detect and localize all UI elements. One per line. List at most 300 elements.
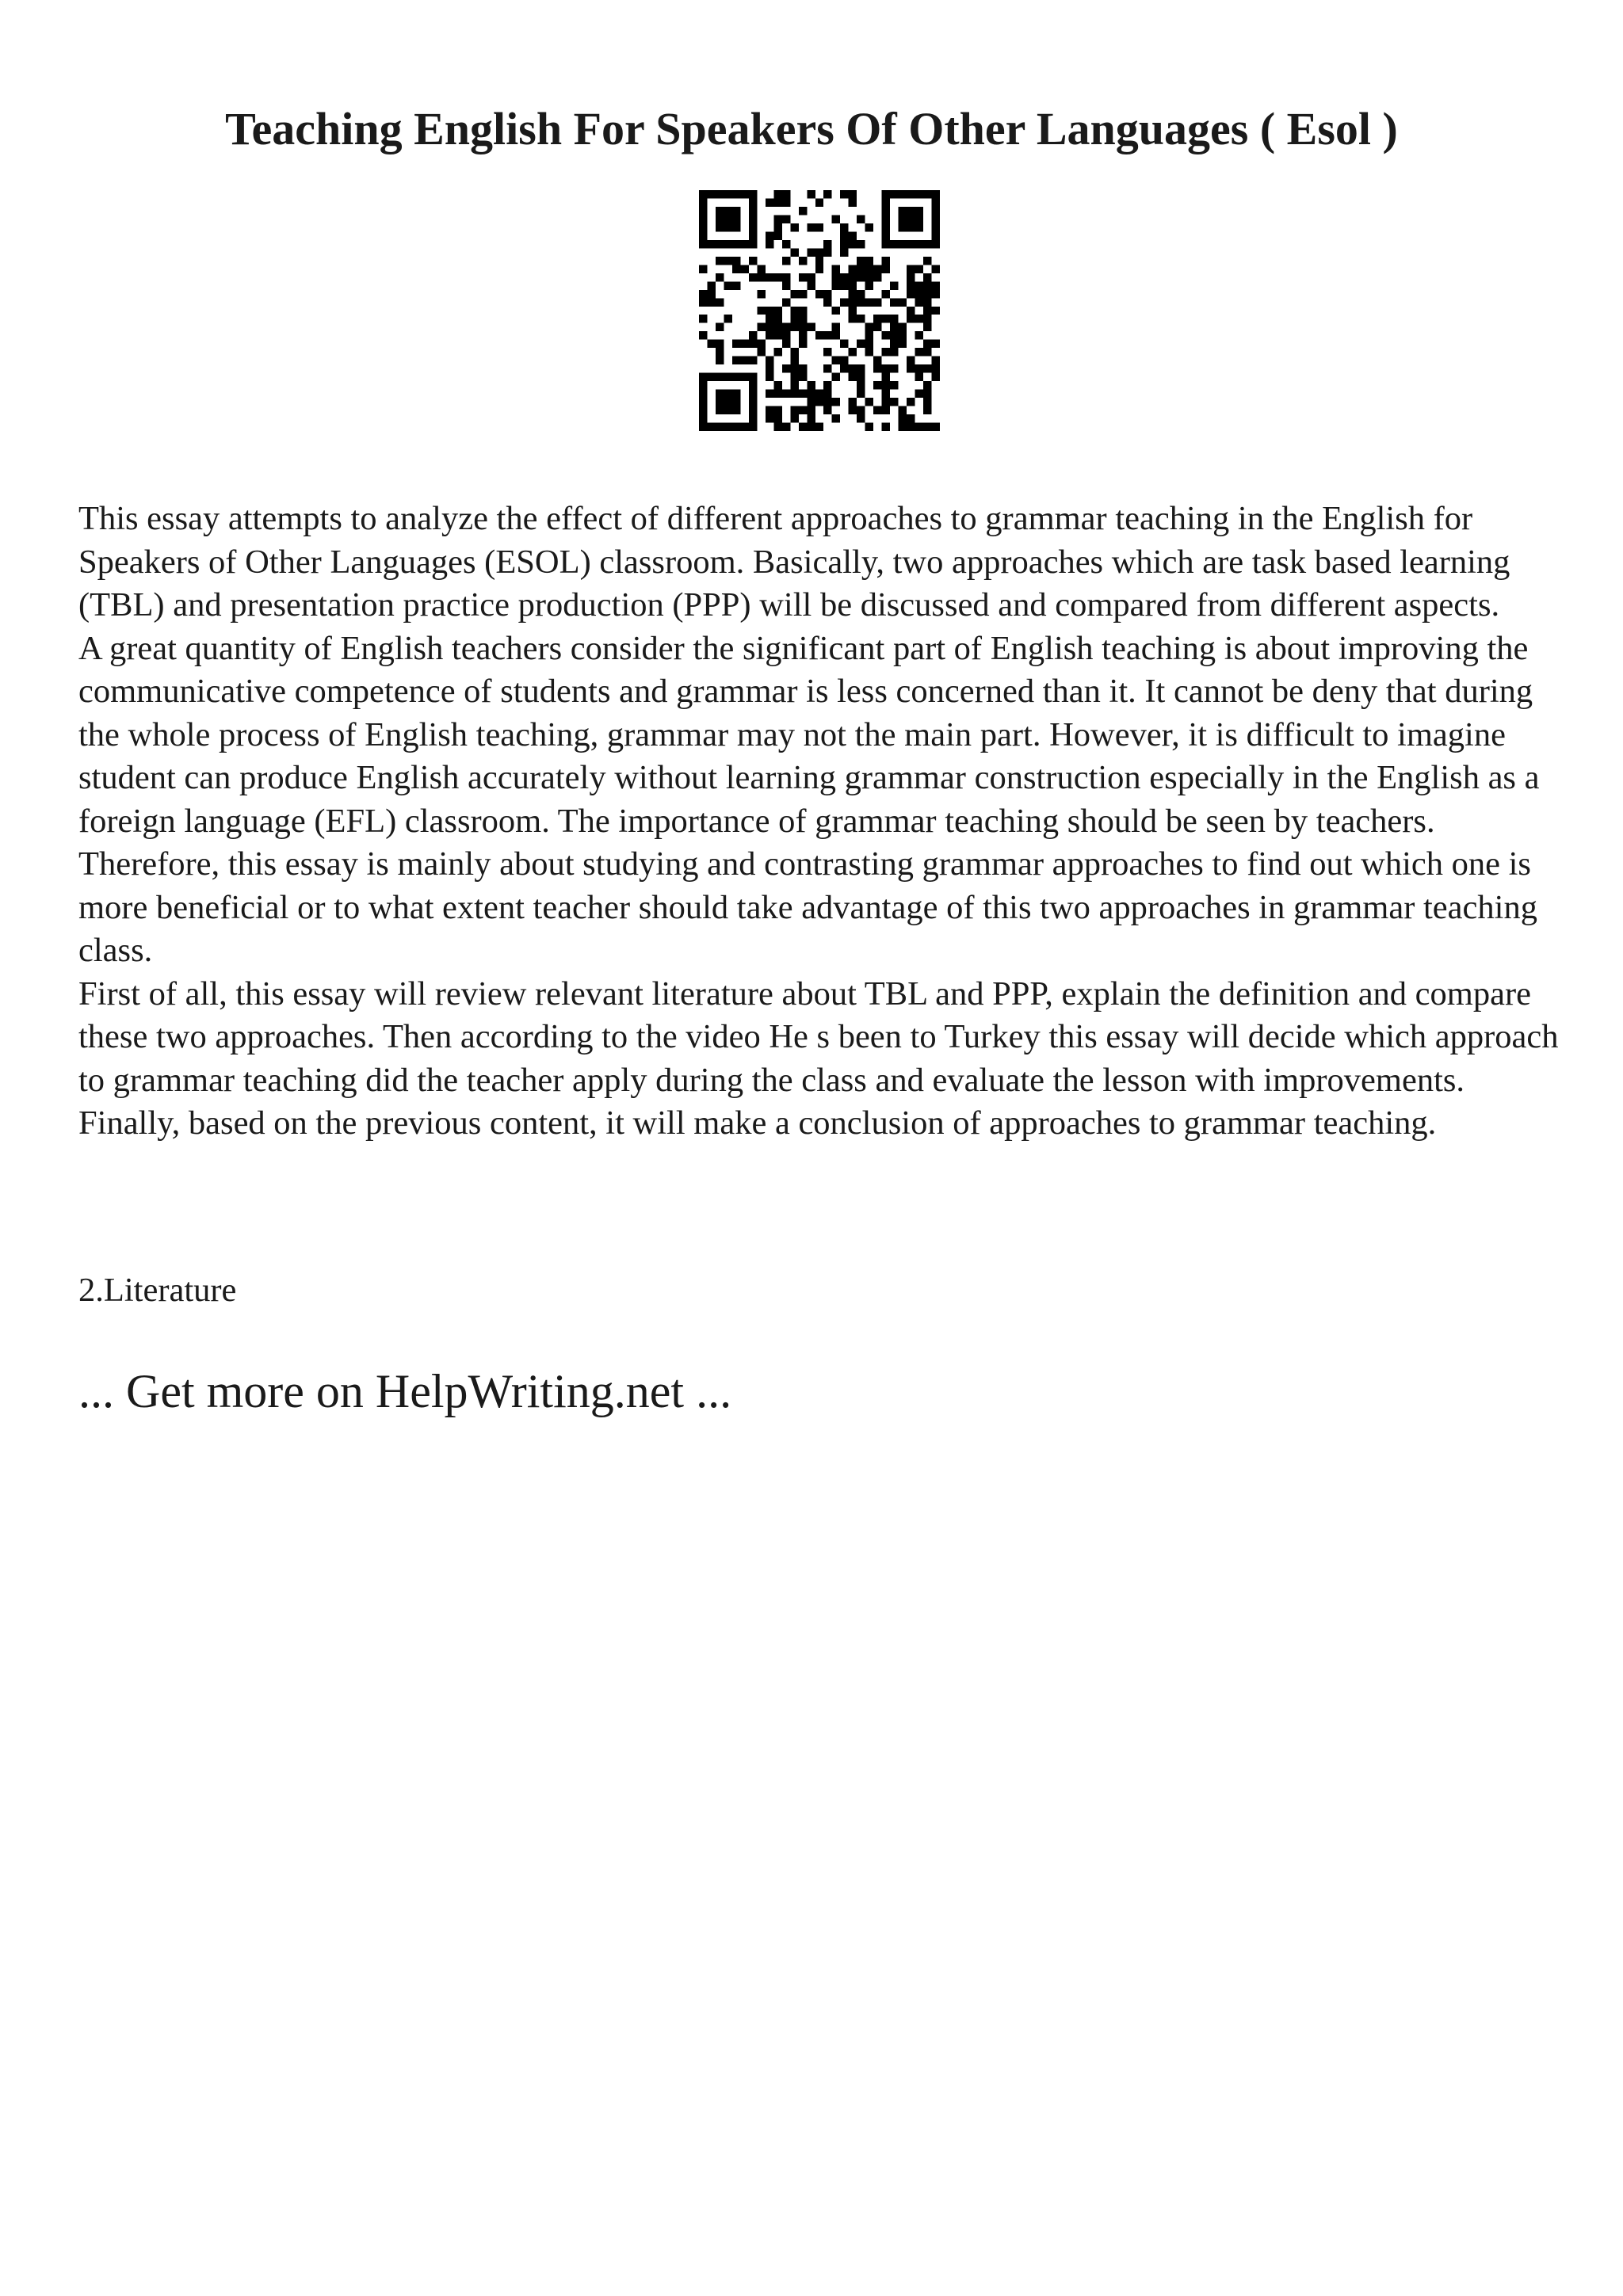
qr-module: [724, 423, 731, 431]
qr-module: [699, 373, 707, 381]
qr-module: [790, 307, 798, 315]
qr-module: [932, 190, 940, 198]
qr-module: [773, 190, 781, 198]
qr-module: [716, 406, 724, 414]
qr-module: [732, 207, 740, 215]
qr-module: [749, 406, 757, 414]
qr-module: [766, 231, 773, 239]
qr-module: [823, 331, 831, 339]
qr-module: [882, 406, 890, 414]
qr-module: [749, 223, 757, 231]
qr-module: [740, 265, 748, 273]
qr-module: [757, 307, 765, 315]
qr-module: [790, 315, 798, 322]
qr-module: [699, 290, 707, 298]
qr-module: [849, 298, 857, 306]
qr-module: [915, 348, 923, 356]
qr-module: [740, 373, 748, 381]
qr-module: [882, 257, 890, 265]
qr-module: [890, 190, 898, 198]
qr-module: [865, 423, 873, 431]
qr-module: [782, 340, 790, 348]
qr-module: [873, 364, 881, 372]
qr-module: [766, 357, 773, 364]
qr-module: [790, 223, 798, 231]
qr-module: [857, 364, 865, 372]
qr-module: [840, 298, 848, 306]
qr-module: [732, 240, 740, 248]
qr-module: [873, 298, 881, 306]
qr-module: [823, 390, 831, 398]
qr-module: [907, 223, 915, 231]
qr-module: [899, 298, 907, 306]
qr-module: [766, 364, 773, 372]
qr-module: [699, 423, 707, 431]
qr-module: [699, 198, 707, 206]
qr-module: [932, 215, 940, 223]
qr-module: [840, 223, 848, 231]
qr-module: [907, 240, 915, 248]
qr-module: [899, 323, 907, 331]
qr-module: [716, 273, 724, 281]
qr-module: [865, 331, 873, 339]
qr-module: [773, 381, 781, 389]
qr-module: [707, 373, 715, 381]
qr-module: [907, 281, 915, 289]
qr-module: [790, 248, 798, 256]
qr-module: [840, 240, 848, 248]
qr-module: [923, 190, 931, 198]
qr-module: [732, 390, 740, 398]
qr-module: [840, 340, 848, 348]
qr-module: [915, 331, 923, 339]
qr-module: [823, 406, 831, 414]
qr-module: [840, 364, 848, 372]
qr-module: [707, 298, 715, 306]
qr-module: [807, 423, 815, 431]
qr-module: [932, 198, 940, 206]
qr-module: [724, 390, 731, 398]
qr-module: [882, 423, 890, 431]
qr-module: [823, 248, 831, 256]
qr-module: [915, 315, 923, 322]
qr-module: [923, 315, 931, 322]
qr-module: [873, 357, 881, 364]
qr-module: [932, 307, 940, 315]
qr-module: [857, 290, 865, 298]
qr-module: [799, 364, 807, 372]
qr-module: [823, 348, 831, 356]
qr-module: [790, 290, 798, 298]
qr-module: [849, 406, 857, 414]
qr-module: [757, 340, 765, 348]
qr-module: [807, 190, 815, 198]
qr-module: [915, 390, 923, 398]
qr-module: [815, 331, 823, 339]
get-more-link[interactable]: ... Get more on HelpWriting.net ...: [78, 1365, 732, 1417]
qr-module: [732, 406, 740, 414]
qr-module: [857, 406, 865, 414]
qr-module: [832, 215, 840, 223]
qr-module: [857, 373, 865, 381]
qr-module: [923, 281, 931, 289]
qr-module: [882, 331, 890, 339]
qr-module: [882, 381, 890, 389]
qr-module: [907, 398, 915, 406]
qr-module: [932, 207, 940, 215]
qr-module: [923, 257, 931, 265]
qr-module: [740, 357, 748, 364]
qr-module: [815, 398, 823, 406]
qr-module: [907, 215, 915, 223]
qr-module: [799, 315, 807, 322]
qr-module: [882, 223, 890, 231]
qr-module: [915, 373, 923, 381]
qr-module: [849, 190, 857, 198]
qr-module: [899, 406, 907, 414]
qr-module: [857, 215, 865, 223]
qr-module: [915, 265, 923, 273]
qr-module: [724, 207, 731, 215]
qr-module: [923, 298, 931, 306]
qr-module: [807, 223, 815, 231]
qr-module: [732, 257, 740, 265]
qr-module: [732, 398, 740, 406]
qr-module: [749, 340, 757, 348]
qr-module: [923, 290, 931, 298]
qr-module: [757, 323, 765, 331]
qr-module: [815, 390, 823, 398]
qr-module: [782, 281, 790, 289]
qr-module: [799, 406, 807, 414]
qr-module: [849, 231, 857, 239]
qr-module: [732, 357, 740, 364]
qr-module: [823, 240, 831, 248]
qr-module: [699, 414, 707, 422]
qr-module: [832, 398, 840, 406]
qr-module: [766, 414, 773, 422]
qr-module: [807, 381, 815, 389]
qr-module: [882, 390, 890, 398]
qr-module: [773, 423, 781, 431]
qr-module: [757, 273, 765, 281]
qr-module: [882, 373, 890, 381]
qr-module: [707, 190, 715, 198]
qr-module: [749, 331, 757, 339]
qr-module: [915, 215, 923, 223]
qr-module: [766, 315, 773, 322]
qr-module: [799, 257, 807, 265]
qr-module: [766, 307, 773, 315]
qr-module: [740, 340, 748, 348]
qr-module: [807, 390, 815, 398]
qr-module: [849, 273, 857, 281]
qr-module: [716, 398, 724, 406]
qr-module: [699, 406, 707, 414]
qr-module: [782, 298, 790, 306]
qr-module: [923, 364, 931, 372]
qr-module: [716, 323, 724, 331]
qr-module: [699, 331, 707, 339]
qr-module: [915, 281, 923, 289]
qr-module: [832, 307, 840, 315]
qr-module: [773, 231, 781, 239]
qr-module: [749, 215, 757, 223]
qr-module: [790, 406, 798, 414]
qr-module: [907, 273, 915, 281]
qr-module: [890, 398, 898, 406]
qr-module: [782, 190, 790, 198]
qr-module: [915, 423, 923, 431]
qr-module: [832, 273, 840, 281]
qr-module: [849, 290, 857, 298]
qr-module: [857, 273, 865, 281]
qr-module: [766, 323, 773, 331]
qr-module: [807, 323, 815, 331]
qr-module: [815, 257, 823, 265]
qr-module: [773, 307, 781, 315]
qr-module: [749, 190, 757, 198]
qr-module: [749, 414, 757, 422]
qr-module: [865, 257, 873, 265]
qr-code-icon: [699, 190, 940, 431]
qr-module: [766, 198, 773, 206]
qr-module: [707, 240, 715, 248]
qr-module: [790, 357, 798, 364]
qr-module: [732, 373, 740, 381]
qr-module: [707, 423, 715, 431]
qr-module: [757, 348, 765, 356]
qr-module: [790, 381, 798, 389]
qr-module: [907, 307, 915, 315]
qr-module: [899, 223, 907, 231]
qr-module: [823, 381, 831, 389]
qr-module: [716, 373, 724, 381]
qr-module: [699, 265, 707, 273]
qr-module: [923, 340, 931, 348]
qr-module: [873, 381, 881, 389]
qr-module: [915, 298, 923, 306]
qr-module: [815, 423, 823, 431]
qr-module: [882, 215, 890, 223]
qr-module: [724, 257, 731, 265]
qr-module: [749, 373, 757, 381]
qr-module: [932, 340, 940, 348]
qr-module: [823, 364, 831, 372]
qr-module: [890, 348, 898, 356]
qr-module: [890, 240, 898, 248]
qr-module: [699, 298, 707, 306]
qr-module: [716, 357, 724, 364]
qr-module: [857, 390, 865, 398]
qr-module: [849, 265, 857, 273]
qr-module: [865, 298, 873, 306]
qr-module: [865, 348, 873, 356]
qr-module: [815, 248, 823, 256]
qr-module: [749, 257, 757, 265]
qr-module: [890, 281, 898, 289]
qr-module: [773, 198, 781, 206]
qr-module: [865, 223, 873, 231]
qr-module: [932, 231, 940, 239]
qr-module: [882, 190, 890, 198]
qr-module: [799, 390, 807, 398]
qr-module: [766, 331, 773, 339]
qr-module: [890, 298, 898, 306]
qr-module: [782, 331, 790, 339]
qr-module: [890, 331, 898, 339]
qr-module: [890, 315, 898, 322]
qr-module: [749, 273, 757, 281]
qr-module: [716, 340, 724, 348]
qr-module: [716, 240, 724, 248]
qr-module: [932, 265, 940, 273]
qr-module: [857, 240, 865, 248]
qr-module: [923, 240, 931, 248]
qr-module: [865, 398, 873, 406]
qr-module: [890, 340, 898, 348]
qr-module: [882, 364, 890, 372]
qr-module: [849, 240, 857, 248]
qr-module: [724, 315, 731, 322]
qr-module: [907, 265, 915, 273]
qr-module: [873, 265, 881, 273]
qr-module: [749, 231, 757, 239]
qr-module: [907, 357, 915, 364]
qr-module: [740, 190, 748, 198]
qr-module: [782, 240, 790, 248]
qr-module: [724, 406, 731, 414]
qr-module: [773, 273, 781, 281]
qr-module: [773, 323, 781, 331]
qr-module: [832, 357, 840, 364]
qr-module: [699, 390, 707, 398]
qr-module: [882, 240, 890, 248]
qr-module: [923, 398, 931, 406]
qr-module: [849, 364, 857, 372]
qr-module: [773, 315, 781, 322]
paragraph-intro: This essay attempts to analyze the effect of different approaches to grammar teaching in the English for Speakers of Other Languages (ESOL) classroom. Basically, two approaches which are task based learning (TBL) and presentation practice production (PPP) will be discussed and compared from different aspects.: [78, 500, 1510, 624]
qr-module: [699, 207, 707, 215]
qr-module: [716, 298, 724, 306]
qr-module: [823, 398, 831, 406]
qr-module: [749, 390, 757, 398]
paragraph-outline: First of all, this essay will review relevant literature about TBL and PPP, explain the definition and compare these two approaches. Then according to the video He s been to Turkey this essay will decide which approach to grammar teaching did the teacher apply during the class and evaluate the lesson with improvements. Finally, based on the previous content, it will make a conclusion of approaches to grammar teaching.: [78, 974, 1559, 1142]
qr-module: [782, 423, 790, 431]
qr-module: [757, 265, 765, 273]
qr-module: [923, 307, 931, 315]
qr-module: [749, 398, 757, 406]
qr-module: [724, 223, 731, 231]
qr-module: [699, 190, 707, 198]
qr-module: [840, 357, 848, 364]
qr-module: [732, 281, 740, 289]
qr-module: [890, 381, 898, 389]
qr-module: [849, 198, 857, 206]
qr-module: [840, 281, 848, 289]
qr-module: [849, 307, 857, 315]
qr-module: [716, 190, 724, 198]
qr-module: [857, 340, 865, 348]
qr-module: [923, 323, 931, 331]
qr-module: [790, 364, 798, 372]
qr-module: [907, 315, 915, 322]
qr-module: [732, 190, 740, 198]
qr-module: [773, 390, 781, 398]
qr-module: [766, 273, 773, 281]
qr-module: [724, 281, 731, 289]
qr-module: [749, 198, 757, 206]
qr-module: [766, 406, 773, 414]
qr-module: [857, 381, 865, 389]
qr-module: [716, 348, 724, 356]
qr-module: [840, 273, 848, 281]
qr-module: [799, 323, 807, 331]
qr-module: [932, 223, 940, 231]
qr-module: [923, 390, 931, 398]
qr-module: [857, 265, 865, 273]
qr-module: [932, 357, 940, 364]
qr-module: [749, 423, 757, 431]
qr-module: [749, 207, 757, 215]
qr-module: [823, 190, 831, 198]
qr-module: [923, 273, 931, 281]
qr-module: [773, 223, 781, 231]
qr-module: [890, 364, 898, 372]
qr-module: [832, 265, 840, 273]
qr-module: [832, 373, 840, 381]
qr-module: [732, 265, 740, 273]
qr-module: [932, 290, 940, 298]
qr-module: [849, 373, 857, 381]
qr-module: [907, 364, 915, 372]
qr-module: [782, 215, 790, 223]
qr-module: [857, 298, 865, 306]
qr-module: [865, 281, 873, 289]
qr-module: [807, 273, 815, 281]
qr-module: [899, 215, 907, 223]
essay-body: [78, 498, 1568, 1146]
qr-module: [724, 398, 731, 406]
paragraph-context: A great quantity of English teachers consider the significant part of English teaching is about improving the communicative competence of students and grammar is less concerned than it. It cannot be deny that during the whole process of English teaching, grammar may not the main part. However, it is difficult to imagine student can produce English accurately without learning grammar construction especially in the English as a foreign language (EFL) classroom. The importance of grammar teaching should be seen by teachers. Therefore, this essay is mainly about studying and contrasting grammar approaches to find out which one is more beneficial or to what extent teacher should take advantage of this two approaches in grammar teaching class.: [78, 629, 1540, 969]
qr-module: [716, 223, 724, 231]
qr-module: [840, 248, 848, 256]
qr-module: [832, 323, 840, 331]
qr-module: [865, 273, 873, 281]
qr-module: [899, 331, 907, 339]
qr-module: [932, 281, 940, 289]
qr-module: [882, 398, 890, 406]
qr-module: [815, 198, 823, 206]
qr-module: [749, 357, 757, 364]
qr-module: [740, 240, 748, 248]
qr-module: [907, 423, 915, 431]
qr-module: [799, 290, 807, 298]
qr-module: [882, 265, 890, 273]
qr-module: [865, 323, 873, 331]
qr-module: [707, 340, 715, 348]
qr-module: [724, 215, 731, 223]
qr-module: [790, 390, 798, 398]
qr-module: [766, 373, 773, 381]
qr-module: [724, 373, 731, 381]
qr-module: [707, 281, 715, 289]
qr-module: [932, 423, 940, 431]
qr-module: [732, 223, 740, 231]
qr-module: [882, 207, 890, 215]
qr-module: [699, 223, 707, 231]
qr-module: [740, 423, 748, 431]
